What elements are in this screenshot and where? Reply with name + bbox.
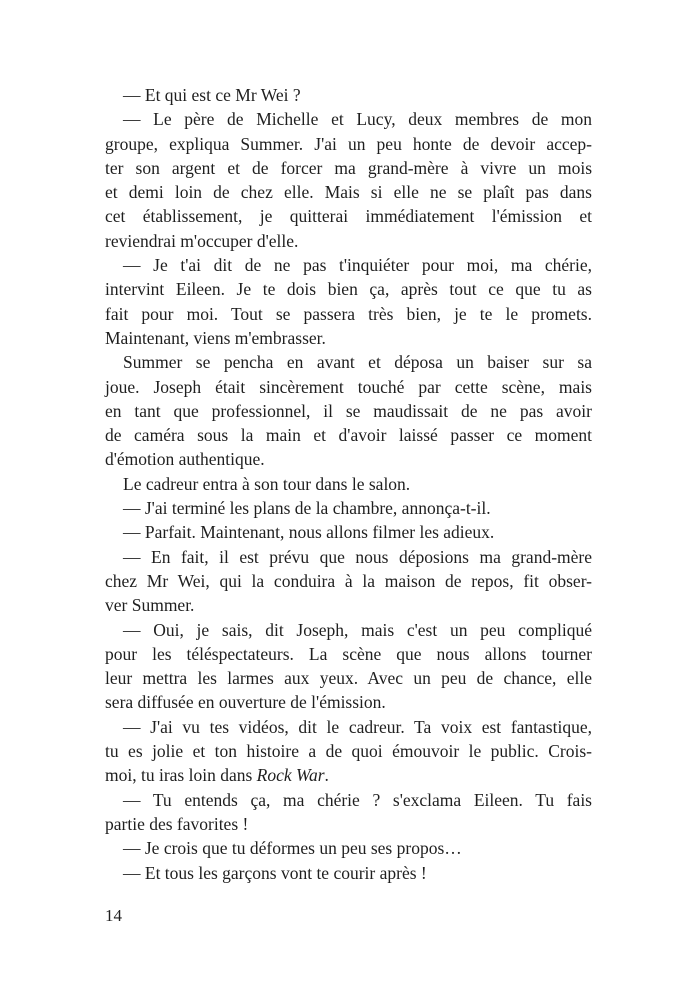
text-segment: . [324,765,329,786]
paragraph [105,618,592,715]
text-line: — En fait, il est prévu que nous déposions ma grand-mère [123,546,592,567]
text-line: — Je t'ai dit de ne pas t'inquiéter pour moi, ma chérie, [123,255,592,276]
text-line: Le cadreur entra à son tour dans le salon. [123,473,411,494]
paragraph [105,520,592,544]
text-line: de caméra sous la main et d'avoir laissé passer ce moment [105,425,592,446]
text-line: ver Summer. [105,595,195,616]
text-segment: moi, tu iras loin dans [105,765,257,786]
text-line: tu es jolie et ton histoire a de quoi émouvoir le public. Crois- [105,741,592,762]
paragraph [105,545,592,618]
text-line: pour les téléspectateurs. La scène que nous allons tourner [105,643,592,664]
paragraph [105,715,592,788]
paragraph [105,472,592,496]
paragraph [105,836,592,860]
text-line: ter son argent et de forcer ma grand-mère à vivre un mois [105,157,592,178]
text-line: fait pour moi. Tout se passera très bien, je te le promets. [105,303,592,324]
text-line: — Parfait. Maintenant, nous allons filmer les adieux. [123,522,495,543]
text-line: — Et qui est ce Mr Wei ? [123,85,301,105]
text-line: en tant que professionnel, il se maudissait de ne pas avoir [105,400,592,421]
paragraph [105,788,592,837]
text-line: et demi loin de chez elle. Mais si elle ne se plaît pas dans [105,182,592,203]
text-line: intervint Eileen. Je te dois bien ça, après tout ce que tu as [105,279,592,300]
paragraph [105,253,592,350]
text-line: Summer se pencha en avant et déposa un baiser sur sa [123,352,592,373]
paragraph [105,350,592,471]
text-line: — J'ai terminé les plans de la chambre, annonça-t-il. [123,498,491,519]
text-line: partie des favorites ! [105,813,249,834]
paragraph [105,496,592,520]
text-line [105,763,592,787]
text-line: joue. Joseph était sincèrement touché par cette scène, mais [105,376,592,397]
paragraph [105,107,592,253]
text-line: Maintenant, viens m'embrasser. [105,327,326,348]
text-line: reviendrai m'occuper d'elle. [105,230,299,251]
page-number: 14 [105,906,122,925]
text-line: — Oui, je sais, dit Joseph, mais c'est un peu compliqué [123,619,592,640]
paragraph [105,83,592,107]
text-line: cet établissement, je quitterai immédiatement l'émission et [105,206,592,227]
text-line: chez Mr Wei, qui la conduira à la maison de repos, fit obser- [105,570,592,591]
text-line: — Je crois que tu déformes un peu ses propos… [123,838,462,859]
page-text [105,83,592,885]
text-line: — Tu entends ça, ma chérie ? s'exclama Eileen. Tu fais [123,789,592,810]
text-line: leur mettra les larmes aux yeux. Avec un peu de chance, elle [105,668,592,689]
text-line: — Le père de Michelle et Lucy, deux membres de mon [123,109,592,130]
paragraph [105,861,592,885]
text-line: — J'ai vu tes vidéos, dit le cadreur. Ta voix est fantastique, [123,716,592,737]
text-line: d'émotion authentique. [105,449,265,470]
book-title-italic: Rock War [256,765,325,786]
text-line: sera diffusée en ouverture de l'émission. [105,692,386,713]
text-line: — Et tous les garçons vont te courir après ! [123,862,427,883]
text-line: groupe, expliqua Summer. J'ai un peu honte de devoir accep- [105,133,592,154]
